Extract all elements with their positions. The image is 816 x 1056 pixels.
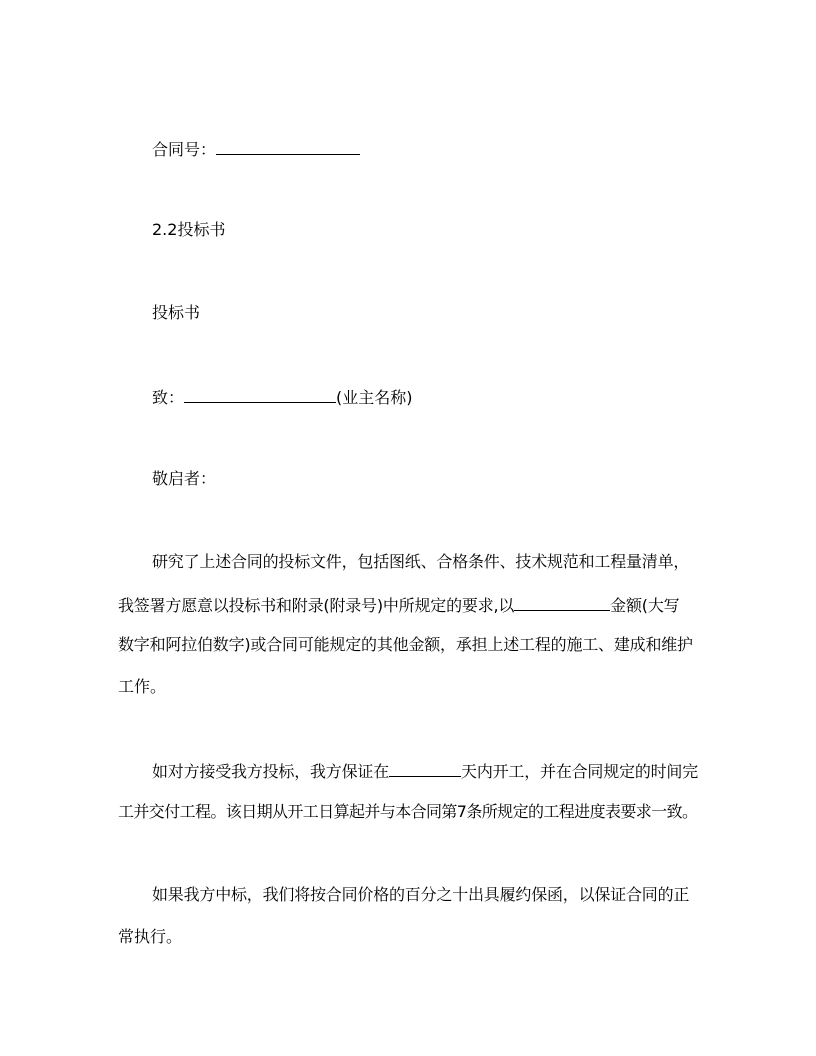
contract-number-blank (216, 138, 360, 155)
amount-blank (514, 594, 610, 611)
document-title: 投标书 (152, 303, 201, 322)
owner-name-blank (184, 386, 336, 403)
para2-line2: 工并交付工程。该日期从开工日算起并与本合同第7条所规定的工程进度表要求一致。 (118, 802, 698, 821)
salutation: 敬启者： (152, 469, 217, 488)
days-blank (389, 760, 461, 777)
contract-number-label: 合同号： (152, 140, 217, 159)
para1-line2-after: 金额(大写 (610, 596, 680, 615)
para3-line2: 常执行。 (118, 927, 183, 946)
contract-number-line (118, 138, 742, 158)
para2-line1 (118, 760, 742, 780)
recipient-line (118, 386, 742, 406)
para2-line1-after: 天内开工，并在合同规定的时间完 (461, 762, 699, 781)
para1-line4: 工作。 (118, 677, 167, 696)
recipient-suffix: (业主名称) (336, 388, 413, 407)
para1-line2-before: 我签署方愿意以投标书和附录(附录号)中所规定的要求,以 (118, 596, 515, 615)
section-heading: 2.2投标书 (152, 220, 226, 239)
para1-line1: 研究了上述合同的投标文件，包括图纸、合格条件、技术规范和工程量清单， (152, 552, 690, 571)
para2-line1-before: 如对方接受我方投标，我方保证在 (152, 762, 390, 781)
para1-line3: 数字和阿拉伯数字)或合同可能规定的其他金额，承担上述工程的施工、建成和维护 (118, 635, 693, 654)
recipient-label: 致： (152, 388, 185, 407)
para1-line2 (118, 594, 708, 614)
para3-line1: 如果我方中标，我们将按合同价格的百分之十出具履约保函，以保证合同的正 (152, 885, 690, 904)
